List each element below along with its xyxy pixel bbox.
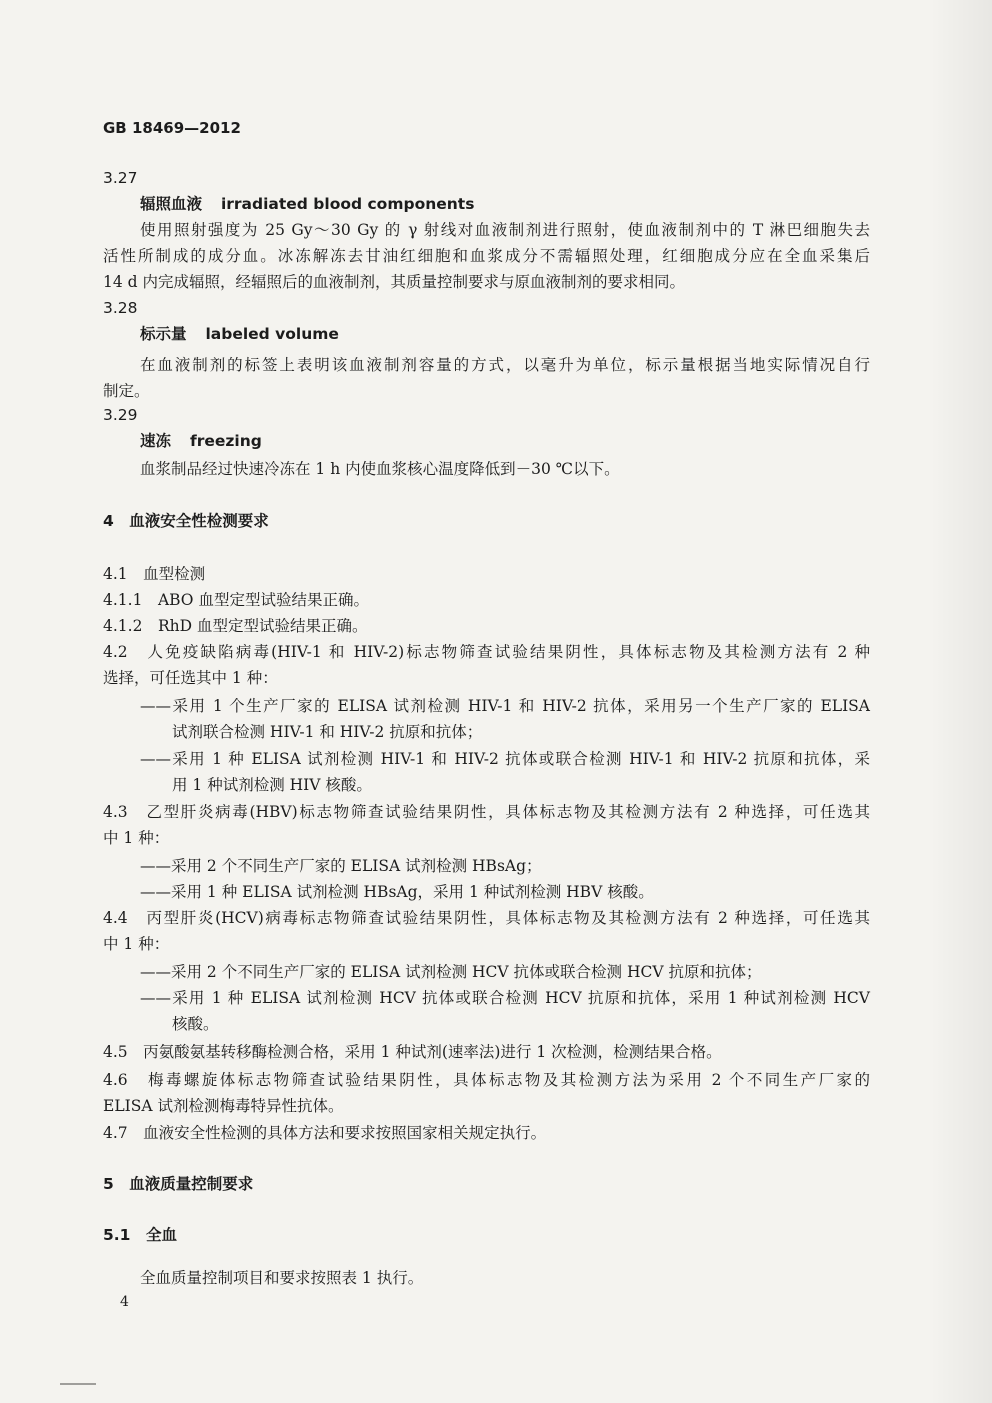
scan-shadow-right xyxy=(930,0,992,1403)
section-title: 5 血液质量控制要求 xyxy=(103,1175,254,1193)
clause: 4.4 丙型肝炎(HCV)病毒标志物筛查试验结果阴性，具体标志物及其检测方法有 2 种选择，可任选其 xyxy=(103,909,870,927)
list-item-cont: 试剂联合检测 HIV-1 和 HIV-2 抗原和抗体； xyxy=(172,723,483,741)
paragraph: 全血质量控制项目和要求按照表 1 执行。 xyxy=(140,1269,424,1287)
term-en: irradiated blood components xyxy=(220,195,475,213)
clause-number: 3.29 xyxy=(103,406,138,424)
term-heading xyxy=(140,323,339,345)
term-heading xyxy=(140,193,474,215)
clause: 4.5 丙氨酸氨基转移酶检测合格，采用 1 种试剂(速率法)进行 1 次检测，检测结果合格。 xyxy=(103,1043,722,1061)
standard-code: GB 18469—2012 xyxy=(103,119,241,137)
clause-cont: 中 1 种： xyxy=(103,935,170,953)
clause-cont: 中 1 种： xyxy=(103,829,170,847)
clause: 4.2 人免疫缺陷病毒(HIV-1 和 HIV-2)标志物筛查试验结果阴性，具体标志物及其检测方法有 2 种 xyxy=(103,643,870,661)
term-en: freezing xyxy=(189,432,262,450)
term-en: labeled volume xyxy=(205,325,339,343)
definition-line: 制定。 xyxy=(103,382,150,400)
subsection-title: 5.1 全血 xyxy=(103,1226,177,1244)
section-title: 4 血液安全性检测要求 xyxy=(103,512,269,530)
clause-cont: ELISA 试剂检测梅毒特异性抗体。 xyxy=(103,1097,344,1115)
clause-number: 3.28 xyxy=(103,299,138,317)
definition-line: 活性所制成的成分血。冰冻解冻去甘油红细胞和血浆成分不需辐照处理，红细胞成分应在全血采集后 xyxy=(103,247,870,265)
term-cn: 速冻 xyxy=(140,432,172,450)
page-number: 4 xyxy=(120,1294,129,1310)
definition-line: 14 d 内完成辐照，经辐照后的血液制剂，其质量控制要求与原血液制剂的要求相同。 xyxy=(103,273,686,291)
list-item: ——采用 1 种 ELISA 试剂检测 HCV 抗体或联合检测 HCV 抗原和抗体，采用 1 种试剂检测 HCV xyxy=(140,989,870,1007)
list-item: ——采用 2 个不同生产厂家的 ELISA 试剂检测 HBsAg； xyxy=(140,857,542,875)
definition-line: 在血液制剂的标签上表明该血液制剂容量的方式，以毫升为单位，标示量根据当地实际情况自行 xyxy=(140,356,870,374)
term-cn: 标示量 xyxy=(140,325,187,343)
list-item: ——采用 2 个不同生产厂家的 ELISA 试剂检测 HCV 抗体或联合检测 HCV 抗原和抗体； xyxy=(140,963,762,981)
clause: 4.1.2 RhD 血型定型试验结果正确。 xyxy=(103,617,368,635)
definition-line: 使用照射强度为 25 Gy～30 Gy 的 γ 射线对血液制剂进行照射，使血液制剂中的 T 淋巴细胞失去 xyxy=(140,221,870,239)
scan-mark xyxy=(60,1383,96,1385)
definition-line: 血浆制品经过快速冷冻在 1 h 内使血浆核心温度降低到－30 ℃以下。 xyxy=(140,460,620,478)
term-cn: 辐照血液 xyxy=(140,195,203,213)
clause-number: 3.27 xyxy=(103,169,138,187)
list-item: ——采用 1 种 ELISA 试剂检测 HIV-1 和 HIV-2 抗体或联合检测 HIV-1 和 HIV-2 抗原和抗体，采 xyxy=(140,750,870,768)
list-item-cont: 用 1 种试剂检测 HIV 核酸。 xyxy=(172,776,372,794)
clause: 4.3 乙型肝炎病毒(HBV)标志物筛查试验结果阴性，具体标志物及其检测方法有 2 种选择，可任选其 xyxy=(103,803,870,821)
clause: 4.7 血液安全性检测的具体方法和要求按照国家相关规定执行。 xyxy=(103,1124,547,1142)
list-item-cont: 核酸。 xyxy=(172,1015,219,1033)
clause: 4.1.1 ABO 血型定型试验结果正确。 xyxy=(103,591,369,609)
clause: 4.1 血型检测 xyxy=(103,565,206,583)
clause: 4.6 梅毒螺旋体标志物筛查试验结果阴性，具体标志物及其检测方法为采用 2 个不同生产厂家的 xyxy=(103,1071,870,1089)
list-item: ——采用 1 个生产厂家的 ELISA 试剂检测 HIV-1 和 HIV-2 抗体，采用另一个生产厂家的 ELISA xyxy=(140,697,870,715)
term-heading xyxy=(140,430,262,452)
list-item: ——采用 1 种 ELISA 试剂检测 HBsAg，采用 1 种试剂检测 HBV 核酸。 xyxy=(140,883,654,901)
clause-cont: 选择，可任选其中 1 种： xyxy=(103,669,278,687)
